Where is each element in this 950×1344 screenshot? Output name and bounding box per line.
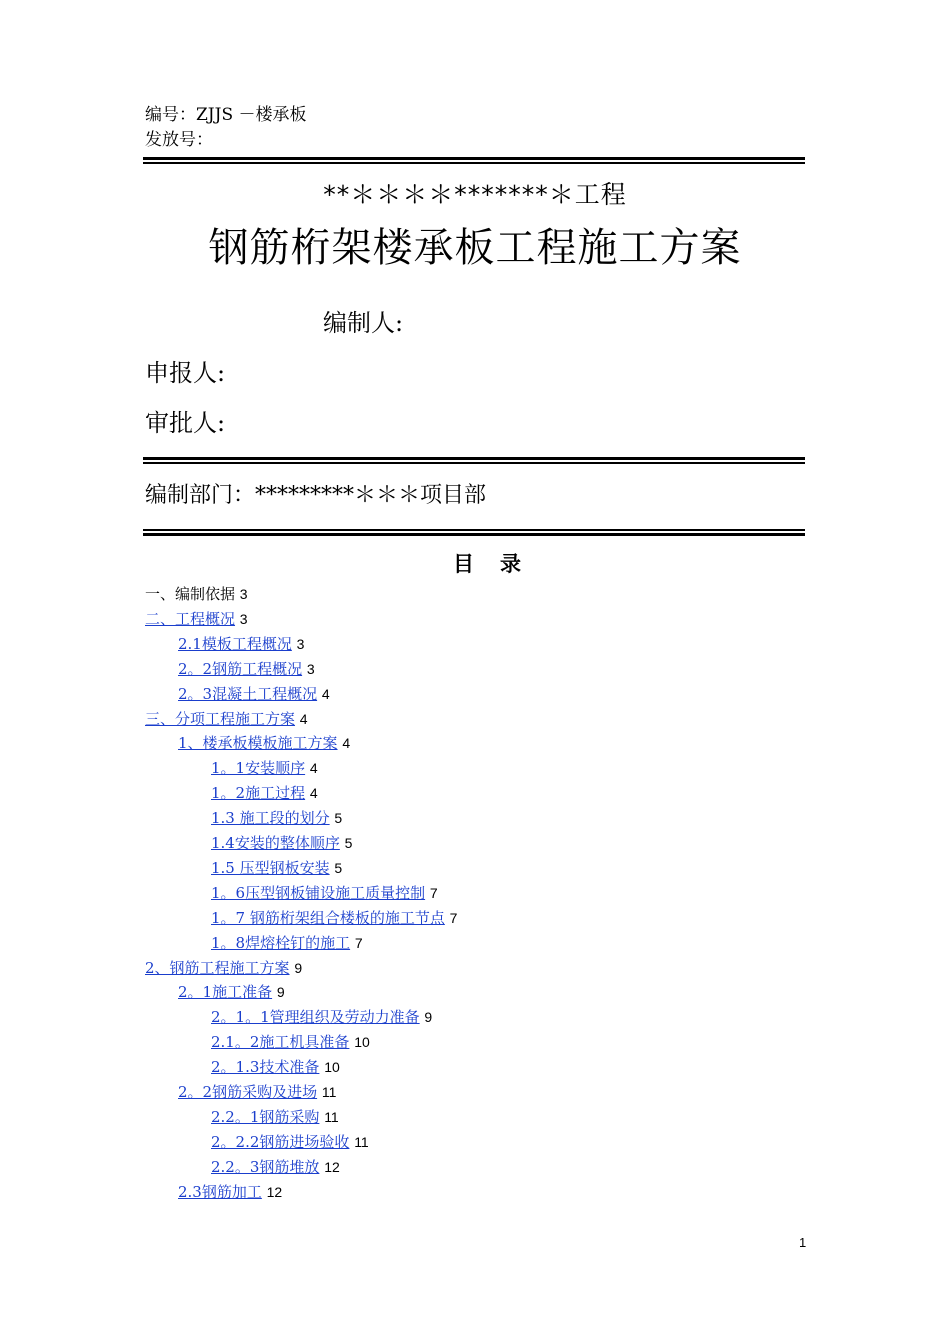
toc-entry-page: 11 — [354, 1133, 369, 1150]
toc-entry-page: 7 — [354, 934, 363, 951]
toc-entry-text[interactable]: 1.4安装的整体顺序 — [211, 834, 340, 852]
toc-entry[interactable] — [211, 908, 457, 928]
toc-entry-page: 7 — [429, 884, 438, 901]
toc-entry-text[interactable]: 2.1。2施工机具准备 — [211, 1033, 350, 1052]
toc-entry-page: 4 — [309, 760, 318, 777]
toc-entry[interactable] — [211, 1157, 340, 1177]
toc-entry[interactable] — [178, 1182, 282, 1202]
reporter-label: 申报人: — [145, 359, 226, 387]
toc-entry-text[interactable]: 2。3混凝土工程概况 — [178, 684, 318, 703]
toc-entry[interactable] — [178, 733, 350, 753]
toc-entry-page: 10 — [354, 1034, 370, 1051]
toc-entry-text[interactable]: 二、工程概况 — [145, 609, 236, 628]
toc-entry-page: 12 — [324, 1158, 340, 1175]
toc-entry[interactable] — [211, 933, 363, 953]
toc-entry-text[interactable]: 2.2。3钢筋堆放 — [211, 1157, 320, 1176]
middle-double-rule — [143, 457, 805, 464]
toc-entry-text[interactable]: 1。8焊熔栓钉的施工 — [211, 933, 351, 952]
toc-entry[interactable] — [145, 709, 308, 729]
approver-label: 审批人: — [145, 409, 226, 437]
toc-heading: 目录 — [453, 551, 547, 576]
toc-entry[interactable] — [145, 958, 302, 978]
toc-entry[interactable] — [211, 883, 438, 903]
toc-entry-page: 5 — [334, 810, 343, 827]
toc-entry — [145, 584, 248, 604]
toc-entry[interactable] — [211, 1132, 369, 1152]
toc-entry-page: 3 — [306, 660, 315, 677]
toc-entry[interactable] — [178, 659, 315, 679]
toc-entry-text[interactable]: 2。2钢筋工程概况 — [178, 659, 303, 678]
top-double-rule — [143, 157, 805, 164]
toc-entry-page: 9 — [276, 984, 285, 1001]
compiler-label: 编制人: — [323, 309, 404, 337]
toc-entry-text[interactable]: 2。1施工准备 — [178, 983, 273, 1002]
toc-entry[interactable] — [211, 1007, 432, 1027]
toc-entry[interactable] — [211, 758, 318, 778]
toc-entry-page: 4 — [342, 735, 351, 752]
toc-entry-page: 4 — [309, 785, 318, 802]
toc-entry-text[interactable]: 1.3 施工段的划分 — [211, 809, 330, 828]
toc-entry[interactable] — [211, 833, 352, 853]
toc-entry-text[interactable]: 2.3钢筋加工 — [178, 1182, 262, 1201]
document-title: 钢筋桁架楼承板工程施工方案 — [208, 225, 742, 271]
project-name: **＊＊＊＊*******＊工程 — [323, 180, 627, 209]
toc-entry-text[interactable]: 2、钢筋工程施工方案 — [145, 958, 290, 977]
toc-entry-page: 11 — [321, 1084, 337, 1100]
toc-entry-page: 5 — [334, 859, 343, 876]
toc-entry-text[interactable]: 三、分项工程施工方案 — [145, 709, 296, 728]
toc-entry-page: 3 — [296, 635, 305, 652]
toc-entry[interactable] — [178, 1082, 336, 1102]
toc-entry[interactable] — [178, 982, 285, 1002]
toc-entry-page: 3 — [239, 586, 248, 602]
toc-entry-page: 5 — [344, 835, 353, 851]
toc-entry-page: 11 — [324, 1108, 339, 1125]
toc-entry-page: 4 — [321, 685, 330, 702]
issue-number: 发放号： — [145, 130, 213, 150]
toc-entry-page: 4 — [299, 710, 308, 727]
toc-entry-page: 10 — [324, 1059, 340, 1076]
toc-entry-text[interactable]: 2。1.3技术准备 — [211, 1058, 320, 1077]
toc-entry[interactable] — [211, 808, 342, 828]
toc-entry[interactable] — [178, 634, 304, 654]
toc-entry[interactable] — [211, 1057, 340, 1077]
toc-entry-text[interactable]: 2.1模板工程概况 — [178, 634, 292, 653]
toc-entry-text: 一、编制依据 — [145, 585, 236, 603]
toc-entry[interactable] — [145, 609, 248, 629]
toc-entry-page: 9 — [294, 959, 303, 976]
toc-entry-text[interactable]: 2。2.2钢筋进场验收 — [211, 1132, 350, 1151]
toc-entry-text[interactable]: 1。1安装顺序 — [211, 759, 306, 778]
toc-entry-page: 9 — [424, 1009, 433, 1026]
toc-entry-text[interactable]: 1、楼承板模板施工方案 — [178, 734, 338, 753]
toc-entry[interactable] — [178, 684, 330, 704]
toc-entry-text[interactable]: 2。1。1管理组织及劳动力准备 — [211, 1008, 420, 1027]
toc-entry-text[interactable]: 1。2施工过程 — [211, 784, 306, 803]
compiling-department: 编制部门：*********＊＊＊项目部 — [145, 483, 487, 508]
page-number: 1 — [799, 1235, 807, 1250]
toc-entry-page: 7 — [449, 909, 458, 926]
toc-entry-text[interactable]: 1。7 钢筋桁架组合楼板的施工节点 — [211, 908, 445, 927]
lower-double-rule — [143, 529, 805, 536]
toc-entry-text[interactable]: 1。6压型钢板铺设施工质量控制 — [211, 883, 426, 902]
document-number: 编号：ZJJS －楼承板 — [145, 105, 307, 125]
toc-entry-page: 3 — [239, 610, 248, 627]
toc-entry-text[interactable]: 2。2钢筋采购及进场 — [178, 1083, 318, 1101]
toc-entry[interactable] — [211, 783, 318, 803]
toc-entry[interactable] — [211, 1107, 339, 1127]
toc-entry-page: 12 — [266, 1183, 283, 1200]
toc-entry-text[interactable]: 2.2。1钢筋采购 — [211, 1107, 320, 1126]
toc-entry[interactable] — [211, 858, 342, 878]
toc-entry[interactable] — [211, 1032, 370, 1052]
toc-entry-text[interactable]: 1.5 压型钢板安装 — [211, 858, 330, 877]
